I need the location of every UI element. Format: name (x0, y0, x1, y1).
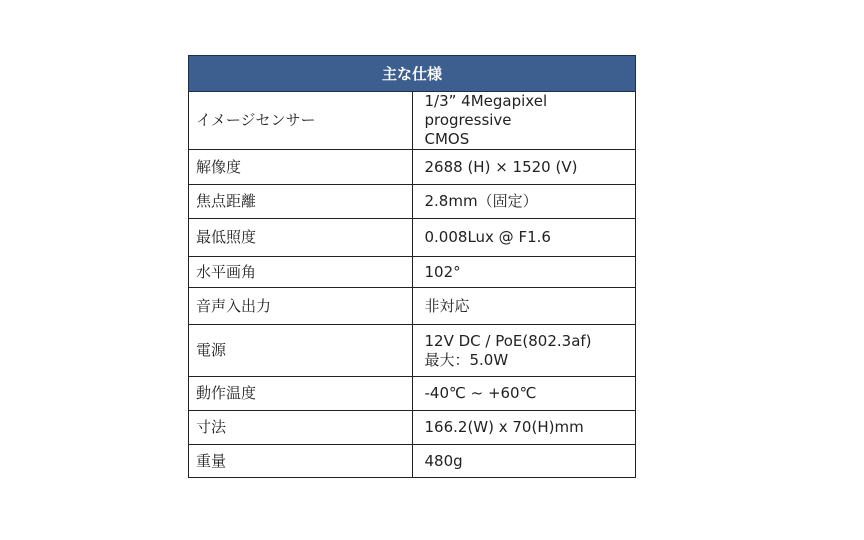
row-label: イメージセンサー (189, 92, 413, 150)
row-value-line: 12V DC / PoE(802.3af) (424, 331, 592, 350)
row-value-line: CMOS (424, 130, 470, 148)
row-value (412, 257, 636, 288)
row-label: 水平画角 (189, 257, 413, 288)
row-label: 音声入出力 (189, 288, 413, 325)
row-value (412, 150, 636, 185)
table-row (189, 325, 636, 377)
row-value (412, 377, 636, 411)
row-value-line: 非対応 (424, 296, 470, 315)
row-label: 寸法 (189, 411, 413, 445)
table-header-row (189, 56, 636, 92)
table-row (189, 377, 636, 411)
row-label: 最低照度 (189, 219, 413, 257)
row-value (412, 185, 636, 219)
table-row (189, 185, 636, 219)
table-title: 主な仕様 (189, 56, 636, 92)
row-value-line: 1/3” 4Megapixel progressive (424, 92, 548, 129)
row-value-line: 2688 (H) × 1520 (V) (424, 157, 578, 176)
row-value (412, 411, 636, 445)
row-label: 重量 (189, 445, 413, 478)
spec-table (188, 55, 636, 478)
row-value-line: -40℃ ~ +60℃ (424, 384, 537, 402)
row-value-line: 166.2(W) x 70(H)mm (424, 418, 584, 436)
row-value (412, 325, 636, 377)
table-row (189, 445, 636, 478)
row-value-line: 102° (424, 262, 461, 281)
row-value-line: 最大：5.0W (424, 350, 509, 369)
row-label: 動作温度 (189, 377, 413, 411)
table-row (189, 92, 636, 150)
row-value (412, 445, 636, 478)
row-label: 電源 (189, 325, 413, 377)
table-row (189, 150, 636, 185)
row-label: 焦点距離 (189, 185, 413, 219)
row-value-line: 2.8mm（固定） (424, 192, 538, 210)
row-value (412, 92, 636, 150)
row-value (412, 219, 636, 257)
table-row (189, 411, 636, 445)
table-row (189, 219, 636, 257)
row-value-line: 480g (424, 451, 463, 470)
table-row (189, 257, 636, 288)
table-row (189, 288, 636, 325)
row-label: 解像度 (189, 150, 413, 185)
row-value (412, 288, 636, 325)
row-value-line: 0.008Lux @ F1.6 (424, 228, 551, 246)
